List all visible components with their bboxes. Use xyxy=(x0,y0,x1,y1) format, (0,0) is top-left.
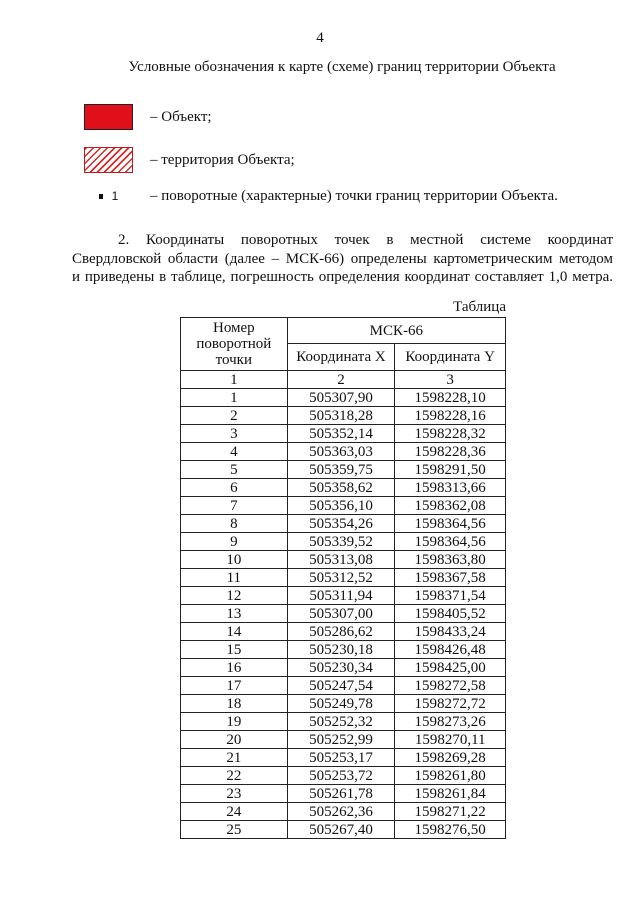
column-index: 2 xyxy=(287,371,395,389)
coordinate-y-cell: 1598276,50 xyxy=(395,821,506,839)
point-number-cell: 14 xyxy=(181,623,288,641)
coordinate-x-cell: 505267,40 xyxy=(287,821,395,839)
table-row xyxy=(181,479,506,497)
table-row xyxy=(181,605,506,623)
coordinate-y-cell: 1598273,26 xyxy=(395,713,506,731)
column-index: 1 xyxy=(181,371,288,389)
legend-text-points: – поворотные (характерные) точки границ территории Объекта. xyxy=(150,187,558,204)
coordinate-x-cell: 505356,10 xyxy=(287,497,395,515)
point-number-cell: 4 xyxy=(181,443,288,461)
table-row xyxy=(181,713,506,731)
coordinate-x-cell: 505363,03 xyxy=(287,443,395,461)
legend-item-object xyxy=(84,103,212,131)
point-number-cell: 12 xyxy=(181,587,288,605)
point-number-cell: 19 xyxy=(181,713,288,731)
coordinate-x-cell: 505307,00 xyxy=(287,605,395,623)
table-row xyxy=(181,587,506,605)
coordinate-x-cell: 505252,99 xyxy=(287,731,395,749)
table-row xyxy=(181,803,506,821)
coordinate-x-cell: 505261,78 xyxy=(287,785,395,803)
legend-heading: Условные обозначения к карте (схеме) границ территории Объекта xyxy=(128,59,556,75)
point-number-cell: 10 xyxy=(181,551,288,569)
table-row xyxy=(181,821,506,839)
coordinate-x-cell: 505313,08 xyxy=(287,551,395,569)
table-row xyxy=(181,461,506,479)
table-row xyxy=(181,407,506,425)
point-number-cell: 17 xyxy=(181,677,288,695)
coordinate-y-cell: 1598228,10 xyxy=(395,389,506,407)
point-number-cell: 23 xyxy=(181,785,288,803)
coordinate-y-cell: 1598261,84 xyxy=(395,785,506,803)
coordinate-y-cell: 1598270,11 xyxy=(395,731,506,749)
coordinate-y-cell: 1598367,58 xyxy=(395,569,506,587)
point-number-cell: 25 xyxy=(181,821,288,839)
coordinate-y-cell: 1598313,66 xyxy=(395,479,506,497)
paragraph-line: Свердловской области (далее – МСК-66) определены картометрическим методом xyxy=(72,250,613,267)
point-number-cell: 6 xyxy=(181,479,288,497)
hatched-territory-icon xyxy=(84,147,133,173)
point-number-cell: 8 xyxy=(181,515,288,533)
coordinate-x-cell: 505359,75 xyxy=(287,461,395,479)
legend-item-territory xyxy=(84,146,295,174)
coordinates-paragraph xyxy=(72,231,613,287)
table-body xyxy=(181,389,506,839)
coordinate-y-cell: 1598425,00 xyxy=(395,659,506,677)
point-dot-icon xyxy=(99,194,103,199)
coordinate-x-cell: 505230,34 xyxy=(287,659,395,677)
table-row xyxy=(181,425,506,443)
table-row xyxy=(181,515,506,533)
table-row xyxy=(181,641,506,659)
table-row xyxy=(181,533,506,551)
coordinate-x-cell: 505230,18 xyxy=(287,641,395,659)
table-row xyxy=(181,389,506,407)
coordinate-y-cell: 1598405,52 xyxy=(395,605,506,623)
header-msk66: МСК-66 xyxy=(287,318,505,344)
point-number-cell: 13 xyxy=(181,605,288,623)
coordinate-x-cell: 505252,32 xyxy=(287,713,395,731)
header-coordinate-x: Координата X xyxy=(287,344,395,371)
paragraph-line: и приведены в таблице, погрешность определения координат составляет 1,0 метра. xyxy=(72,269,613,285)
coordinate-x-cell: 505358,62 xyxy=(287,479,395,497)
point-marker-label: 1 xyxy=(111,189,119,203)
table-row xyxy=(181,623,506,641)
table-row xyxy=(181,569,506,587)
point-number-cell: 11 xyxy=(181,569,288,587)
coordinate-y-cell: 1598272,72 xyxy=(395,695,506,713)
point-number-cell: 1 xyxy=(181,389,288,407)
coordinate-y-cell: 1598371,54 xyxy=(395,587,506,605)
coordinate-x-cell: 505262,36 xyxy=(287,803,395,821)
table-row xyxy=(181,497,506,515)
table-caption: Таблица xyxy=(453,299,506,315)
coordinate-x-cell: 505352,14 xyxy=(287,425,395,443)
coordinate-x-cell: 505247,54 xyxy=(287,677,395,695)
coordinate-y-cell: 1598364,56 xyxy=(395,515,506,533)
coordinate-y-cell: 1598433,24 xyxy=(395,623,506,641)
legend-text-object: – Объект; xyxy=(150,108,212,125)
table-row xyxy=(181,659,506,677)
table-row xyxy=(181,677,506,695)
table-row xyxy=(181,767,506,785)
coordinate-x-cell: 505307,90 xyxy=(287,389,395,407)
coordinate-y-cell: 1598261,80 xyxy=(395,767,506,785)
point-number-cell: 16 xyxy=(181,659,288,677)
legend-item-points xyxy=(84,182,558,210)
paragraph-line: 2. Координаты поворотных точек в местной системе координат xyxy=(118,232,613,248)
coordinate-x-cell: 505253,72 xyxy=(287,767,395,785)
point-number-cell: 18 xyxy=(181,695,288,713)
table-row xyxy=(181,551,506,569)
coordinate-y-cell: 1598271,22 xyxy=(395,803,506,821)
point-number-cell: 7 xyxy=(181,497,288,515)
column-index: 3 xyxy=(395,371,506,389)
coordinate-y-cell: 1598272,58 xyxy=(395,677,506,695)
coordinate-y-cell: 1598228,32 xyxy=(395,425,506,443)
column-index-row xyxy=(181,371,506,389)
point-number-cell: 5 xyxy=(181,461,288,479)
point-number-cell: 21 xyxy=(181,749,288,767)
point-number-cell: 9 xyxy=(181,533,288,551)
coordinate-y-cell: 1598362,08 xyxy=(395,497,506,515)
object-symbol-icon xyxy=(84,104,133,130)
coordinate-x-cell: 505253,17 xyxy=(287,749,395,767)
coordinate-x-cell: 505354,26 xyxy=(287,515,395,533)
coordinate-y-cell: 1598228,16 xyxy=(395,407,506,425)
point-number-cell: 22 xyxy=(181,767,288,785)
table-row xyxy=(181,443,506,461)
coordinate-y-cell: 1598363,80 xyxy=(395,551,506,569)
coordinate-x-cell: 505311,94 xyxy=(287,587,395,605)
header-point-number: Номер поворотной точки xyxy=(181,318,288,371)
coordinate-y-cell: 1598228,36 xyxy=(395,443,506,461)
coordinate-y-cell: 1598426,48 xyxy=(395,641,506,659)
table-row xyxy=(181,731,506,749)
coordinate-x-cell: 505249,78 xyxy=(287,695,395,713)
page-number: 4 xyxy=(316,30,324,46)
table-row xyxy=(181,695,506,713)
coordinate-y-cell: 1598291,50 xyxy=(395,461,506,479)
coordinate-x-cell: 505286,62 xyxy=(287,623,395,641)
coordinate-y-cell: 1598364,56 xyxy=(395,533,506,551)
coordinate-x-cell: 505339,52 xyxy=(287,533,395,551)
point-number-cell: 15 xyxy=(181,641,288,659)
point-number-cell: 24 xyxy=(181,803,288,821)
legend-text-territory: – территория Объекта; xyxy=(150,151,295,168)
coordinate-y-cell: 1598269,28 xyxy=(395,749,506,767)
coordinate-x-cell: 505312,52 xyxy=(287,569,395,587)
coordinate-x-cell: 505318,28 xyxy=(287,407,395,425)
point-number-cell: 3 xyxy=(181,425,288,443)
table-row xyxy=(181,749,506,767)
point-number-cell: 20 xyxy=(181,731,288,749)
header-coordinate-y: Координата Y xyxy=(395,344,506,371)
point-number-cell: 2 xyxy=(181,407,288,425)
table-row xyxy=(181,785,506,803)
turning-point-icon xyxy=(84,186,133,206)
coordinates-table xyxy=(180,317,506,839)
